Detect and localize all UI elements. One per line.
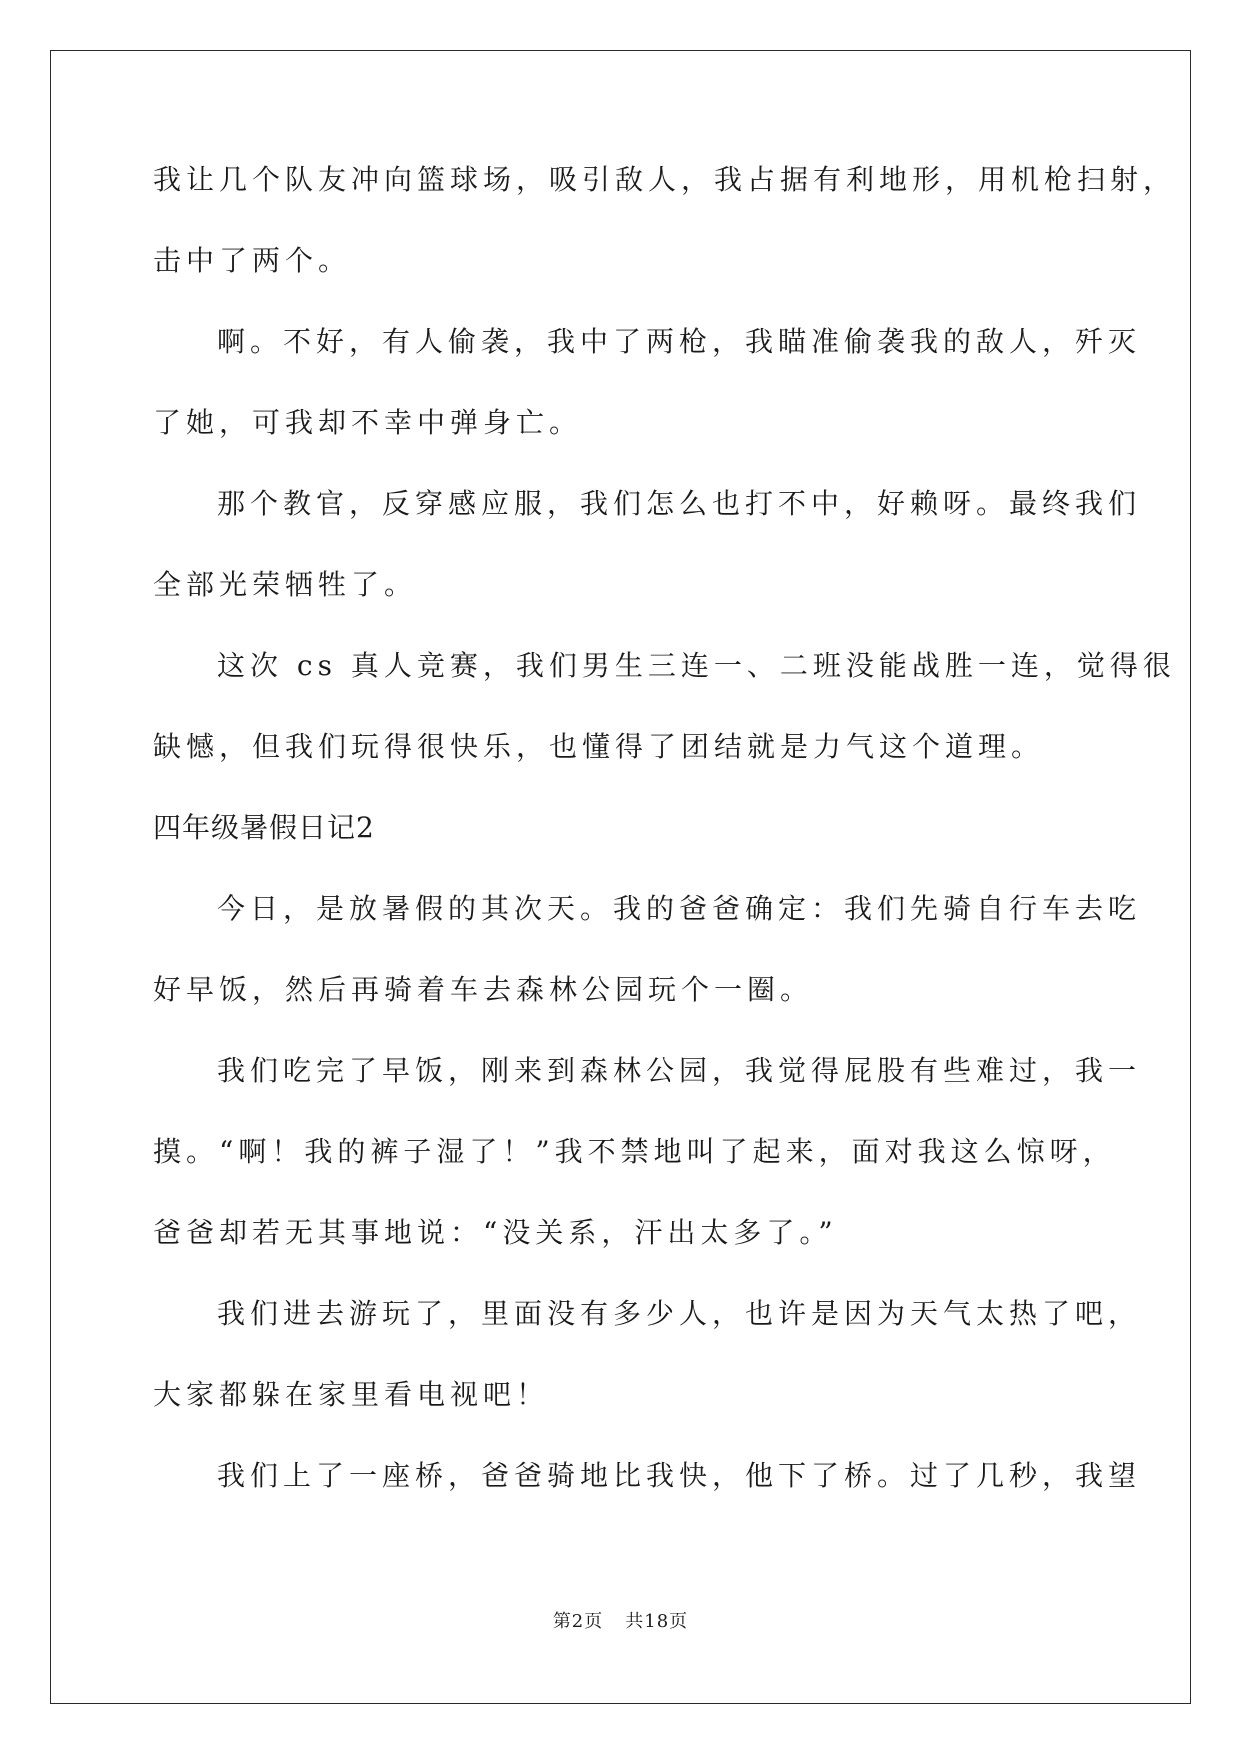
page-total: 共18页 <box>625 1611 689 1632</box>
paragraph-line: 我们吃完了早饭，刚来到森林公园，我觉得屁股有些难过，我一 <box>217 1054 1142 1087</box>
paragraph-line: 啊。不好，有人偷袭，我中了两枪，我瞄准偷袭我的敌人，歼灭 <box>217 325 1142 358</box>
paragraph-line: 缺憾，但我们玩得很快乐，也懂得了团结就是力气这个道理。 <box>153 730 1045 763</box>
paragraph-line: 好早饭，然后再骑着车去森林公园玩个一圈。 <box>153 973 814 1006</box>
section-heading: 四年级暑假日记2 <box>153 811 375 844</box>
paragraph-line: 我们进去游玩了，里面没有多少人，也许是因为天气太热了吧， <box>217 1297 1142 1330</box>
page-number: 第2页 <box>552 1611 604 1632</box>
paragraph-line: 全部光荣牺牲了。 <box>153 568 418 601</box>
paragraph-line: 我让几个队友冲向篮球场，吸引敌人，我占据有利地形，用机枪扫射， <box>153 163 1177 196</box>
paragraph-line: 了她，可我却不幸中弹身亡。 <box>153 406 583 439</box>
document-body <box>153 160 1177 1537</box>
paragraph-line: 大家都躲在家里看电视吧！ <box>153 1378 550 1411</box>
paragraph-line: 这次 cs 真人竞赛，我们男生三连一、二班没能战胜一连，觉得很 <box>217 649 1176 682</box>
paragraph-line: 爸爸却若无其事地说：“没关系，汗出太多了。” <box>153 1216 838 1249</box>
paragraph-line: 那个教官，反穿感应服，我们怎么也打不中，好赖呀。最终我们 <box>217 487 1142 520</box>
page-footer <box>0 1610 1241 1634</box>
paragraph-line: 击中了两个。 <box>153 244 352 277</box>
paragraph-line: 我们上了一座桥，爸爸骑地比我快，他下了桥。过了几秒，我望 <box>217 1459 1142 1492</box>
paragraph-line: 摸。“啊！我的裤子湿了！”我不禁地叫了起来，面对我这么惊呀， <box>153 1135 1116 1168</box>
paragraph-line: 今日，是放暑假的其次天。我的爸爸确定：我们先骑自行车去吃 <box>217 892 1142 925</box>
